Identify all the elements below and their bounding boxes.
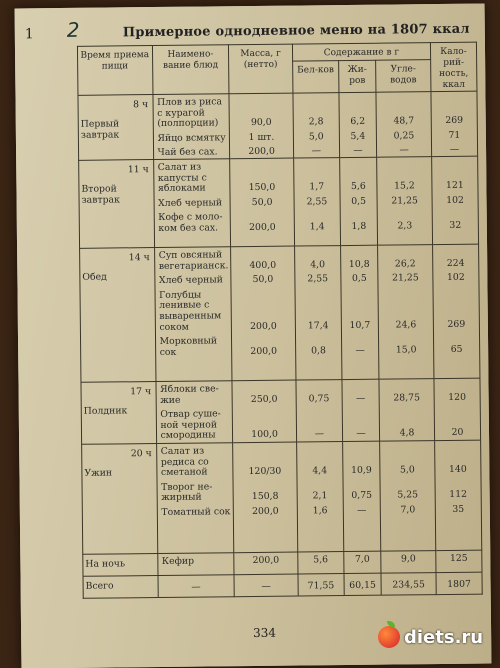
value-kcal: 35 [452,503,465,515]
menu-table-wrap [77,42,483,599]
value-fat: — [353,145,363,157]
value-kcal: 112 [449,489,468,501]
value-protein: 1,4 [309,221,325,233]
protein-cell [298,552,344,574]
fat-cell [342,441,380,551]
value-protein: 1,7 [309,181,325,193]
value-mass: 150,8 [251,491,279,503]
dish-name-line: Хлеб черный [158,274,223,287]
value-mass: 150,0 [248,181,276,194]
mass-cell [232,380,296,443]
value-mass: 50,0 [252,273,274,286]
dish-cell [156,443,234,554]
protein-cell [296,380,343,442]
value-fat: 1,8 [351,220,367,232]
value-mass: 200,0 [250,320,277,332]
value-carbs: 5,0 [399,464,415,476]
value-mass: 1 шт. [248,131,275,143]
header-carbs: Угле-водов [376,60,431,93]
value-mass: 50,0 [251,196,273,208]
value-carbs: 15,0 [395,344,417,356]
value-fat: 7,0 [354,553,370,565]
meal-cell [78,95,153,161]
dish-name-line: Томатный сок [161,506,231,518]
value-carbs: 15,2 [394,180,415,192]
value-kcal: 125 [449,552,468,564]
fat-cell [344,551,381,573]
dish-cell [153,159,231,248]
value-fat: 10,8 [348,258,370,270]
value-protein: 0,75 [308,392,330,404]
value-protein: — [314,428,325,440]
meal-time: 14 ч [128,252,150,264]
value-protein: 0,8 [311,344,326,357]
page-number: 334 [253,625,277,641]
value-fat: — [355,392,366,404]
header-content: Содержание в г [292,43,430,61]
mass-cell [233,442,298,553]
dish-name-line: Отвар суше- [160,408,221,421]
value-carbs: 4,8 [399,427,415,439]
carbs-cell [377,157,433,246]
value-protein: 2,55 [307,273,329,285]
meal-time: 8 ч [133,99,149,111]
mass-cell [230,158,294,247]
meal-name: Обед [82,271,107,283]
value-fat: 0,75 [351,490,373,502]
dish-cell [154,247,232,382]
value-carbs: 48,7 [393,115,415,127]
value-mass: 200,0 [249,221,276,233]
total-fat: 60,15 [344,573,381,595]
dish-name-line: Суп овсяный [158,249,223,261]
meal-cell [83,553,158,576]
total-carbs: 234,55 [381,573,436,596]
header-fat: Жи-ров [338,60,376,92]
value-carbs: 21,25 [392,272,419,284]
value-protein: 4,0 [310,258,326,270]
header-mass: Масса, г (нетто) [229,44,293,94]
dish-name-line: вываренным [159,310,222,322]
kcal-cell [431,91,478,156]
meal-cell [81,381,156,444]
carbs-cell [380,441,436,552]
meal-time: 17 ч [130,386,152,398]
dish-name-line: Яблоки све- [160,383,219,395]
table-row [78,91,478,160]
value-fat: — [357,504,367,516]
kcal-cell [432,156,479,244]
meal-cell [80,247,156,382]
value-kcal: 269 [445,114,464,127]
meal-name: Первый завтрак [80,118,120,141]
value-kcal: 20 [451,427,464,439]
value-fat: 0,5 [351,272,367,285]
meal-name: Второй завтрак [81,183,120,206]
mass-cell [231,246,296,381]
protein-cell [296,442,343,552]
table-row [82,440,482,554]
mass-cell [229,93,293,159]
menu-table [77,42,483,599]
header-protein: Бел-ков [292,61,338,93]
value-kcal: 224 [446,257,465,269]
protein-cell [293,93,340,158]
value-protein: 17,4 [307,319,329,331]
book-page [15,4,492,668]
kcal-cell [432,244,479,378]
value-mass: 120/30 [248,465,282,478]
value-kcal: 140 [448,463,467,476]
handwritten-number: 2 [66,17,80,42]
dish-name-line: соком [159,321,189,333]
value-fat: 10,7 [349,319,371,331]
fat-cell [340,245,379,379]
dish-name-line: жирный [161,491,202,504]
value-protein: 2,8 [308,116,324,128]
fat-cell [339,157,377,245]
value-mass: 100,0 [251,429,278,441]
corner-mark: 1 [24,26,34,43]
value-kcal: 102 [446,271,465,284]
dish-cell [156,381,233,444]
value-mass: 200,0 [252,554,280,566]
dish-name-line: Голубцы [159,289,202,301]
watermark-text: diets.ru [404,626,484,648]
table-row [81,378,481,444]
dish-name-line: Кефир [161,555,195,567]
dish-name-line: капусты с [157,172,207,184]
watermark-logo [378,626,483,648]
dish-name-line: ком без сах. [158,222,219,234]
meal-time: 11 ч [127,164,149,176]
value-carbs: 28,75 [393,391,421,404]
dish-name-line: Плов из риса [157,96,223,108]
meal-time: 20 ч [130,448,152,460]
dish-name-line: с курагой [157,107,205,119]
header-dish: Наимено-вание блюд [152,45,229,95]
meal-name: На ночь [85,558,126,570]
value-carbs: — [399,144,409,156]
kcal-cell [436,550,482,572]
total-protein: 71,55 [298,574,344,596]
table-row [80,244,480,382]
dish-name-line: Салат из [157,161,202,173]
value-carbs: 2,3 [397,220,413,232]
dish-name-line: сок [159,346,177,358]
value-mass: 200,0 [250,345,278,357]
value-protein: 2,1 [312,490,328,502]
value-protein: 1,6 [312,505,328,517]
value-fat: — [356,428,366,440]
dish-name-line: смородины [160,429,216,442]
value-carbs: 7,0 [400,504,416,516]
meal-cell [79,160,154,249]
total-kcal: 1807 [436,572,482,594]
dish-name-line: ленивые с [159,299,210,312]
dish-name-line: ной черной [160,419,218,431]
carbs-cell [378,245,434,380]
value-carbs: 5,25 [397,489,419,501]
protein-cell [293,158,340,246]
meal-name: Полдник [83,405,128,417]
dish-name-line: сметаной [160,466,208,479]
value-kcal: 32 [449,219,462,231]
value-kcal: 65 [450,343,463,355]
value-kcal: 269 [447,318,466,330]
value-kcal: 121 [445,179,464,192]
total-mass: — [234,574,298,597]
page-title: Примерное однодневное меню на 1807 ккал [122,21,470,41]
value-mass: 250,0 [250,393,278,405]
value-fat: 5,4 [350,130,366,142]
fat-cell [339,92,377,157]
value-fat: 0,5 [351,195,367,207]
value-protein: 5,0 [308,131,324,143]
menu-body [78,91,482,598]
meal-name: Ужин [84,467,113,479]
value-protein: 5,6 [313,554,329,566]
dish-name-line: вегетарианск. [158,259,229,272]
dish-name-line: Творог не- [161,481,213,493]
total-row [83,572,482,598]
value-protein: — [311,145,322,157]
dish-cell [152,94,229,160]
fat-cell [342,379,380,441]
value-mass: 200,0 [251,505,279,517]
apple-icon [378,626,400,648]
dish-name-line: Чай без сах. [157,146,218,159]
value-carbs: 21,25 [391,195,418,207]
value-fat: 5,6 [350,180,366,193]
value-protein: 2,55 [306,195,328,208]
total-dish: — [158,575,235,598]
value-fat: 6,2 [350,116,366,128]
dish-name-line: Хлеб черный [158,197,223,209]
dish-name-line: (полпорции) [157,117,219,130]
value-mass: 90,0 [250,116,272,129]
carbs-cell [379,379,434,442]
dish-cell [157,553,234,576]
total-label: Всего [83,575,158,598]
value-mass: 400,0 [249,259,277,271]
dish-name-line: Морковный [159,335,218,348]
dish-name-line: Яйцо всмятку [157,132,226,144]
meal-cell [82,443,158,554]
dish-name-line: Кофе с моло- [158,211,223,224]
header-meal-time: Время приема пищи [77,46,152,96]
value-carbs: 0,25 [393,130,415,142]
value-kcal: 102 [446,194,464,206]
value-carbs: 26,2 [394,257,416,270]
carbs-cell [381,551,436,574]
kcal-cell [435,440,482,550]
value-carbs: 9,0 [400,553,416,565]
carbs-cell [376,92,431,158]
value-kcal: 120 [448,391,467,403]
value-kcal: 71 [448,129,461,141]
dish-name-line: редиса со [160,456,209,468]
header-calories: Кало-рий-ность, ккал [430,42,477,91]
dish-name-line: жие [160,394,181,406]
dish-name-line: Салат из [160,445,205,457]
value-protein: 4,4 [312,465,328,477]
table-row [79,156,479,248]
kcal-cell [434,378,481,440]
protein-cell [294,246,341,380]
dish-name-line: яблоками [157,182,206,195]
value-kcal: — [449,144,460,156]
value-fat: — [355,344,365,356]
value-mass: 200,0 [248,146,275,158]
mass-cell [234,552,298,575]
value-fat: 10,9 [350,464,372,477]
value-carbs: 24,6 [395,318,417,331]
